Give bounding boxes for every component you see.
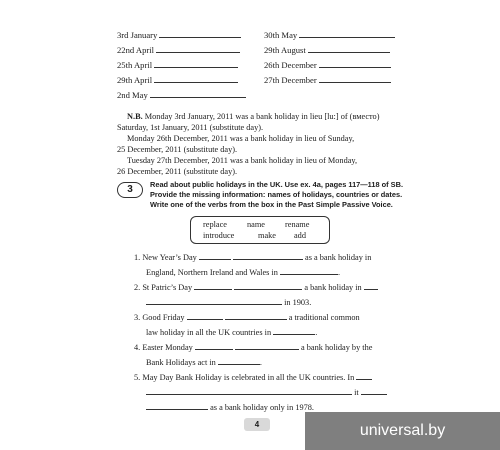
answer-blank[interactable] — [218, 357, 260, 365]
task-text: Good Friday — [142, 313, 185, 322]
task-text: as a bank holiday only in 1978. — [210, 403, 315, 412]
answer-blank[interactable] — [146, 387, 352, 395]
task-text: May Day Bank Holiday is celebrated in all the UK countries. In — [142, 373, 355, 382]
answer-blank[interactable] — [273, 327, 315, 335]
task-number: 5. — [134, 373, 141, 382]
task-3-line-2: law holiday in all the UK countries in . — [146, 328, 318, 337]
answer-blank[interactable] — [356, 372, 372, 380]
answer-blank[interactable] — [146, 297, 282, 305]
date-row-30th-may — [264, 30, 395, 41]
task-number: 3. — [134, 313, 141, 322]
nb-line-3: Monday 26th December, 2011 was a bank holiday in lieu of Sunday, — [127, 134, 355, 143]
task-5-line-1 — [134, 372, 372, 383]
answer-blank[interactable] — [235, 342, 299, 350]
task-text: in 1903. — [284, 298, 312, 307]
instruction-line-3: Write one of the verbs from the box in the Past Simple Passive Voice. — [150, 200, 393, 209]
task-text: a bank holiday by the — [301, 343, 373, 352]
answer-blank[interactable] — [225, 312, 287, 320]
instruction-line-2: Provide the missing information: names of holidays, countries or dates. — [150, 190, 403, 199]
answer-blank[interactable] — [150, 90, 246, 98]
date-row-22nd-april — [117, 45, 240, 56]
answer-blank[interactable] — [156, 45, 240, 53]
date-row-26th-december — [264, 60, 391, 71]
answer-blank[interactable] — [187, 312, 223, 320]
answer-blank[interactable] — [319, 60, 391, 68]
verb-rename: rename — [285, 220, 310, 229]
date-label: 29th August — [264, 45, 306, 55]
date-row-3rd-january — [117, 30, 241, 41]
answer-blank[interactable] — [199, 252, 231, 260]
answer-blank[interactable] — [194, 282, 232, 290]
instruction-line-1: Read about public holidays in the UK. Use ex. 4a, pages 117—118 of SB. — [150, 180, 404, 189]
answer-blank[interactable] — [234, 282, 302, 290]
date-row-2nd-may — [117, 90, 246, 101]
answer-blank[interactable] — [154, 60, 238, 68]
task-text: as a bank holiday in — [305, 253, 372, 262]
answer-blank[interactable] — [364, 282, 378, 290]
answer-blank[interactable] — [280, 267, 338, 275]
date-label: 27th December — [264, 75, 317, 85]
verb-add: add — [294, 231, 306, 240]
task-1-line-2: England, Northern Ireland and Wales in . — [146, 268, 341, 277]
task-5-line-2 — [146, 387, 387, 398]
date-label: 3rd January — [117, 30, 158, 40]
nb-line-1: Monday 3rd January, 2011 was a bank holiday in lieu [lu:] of (вместо) — [144, 112, 380, 121]
task-text: law holiday in all the UK countries in — [146, 328, 272, 337]
date-label: 22nd April — [117, 45, 155, 55]
date-row-29th-april — [117, 75, 238, 86]
answer-blank[interactable] — [233, 252, 303, 260]
verb-make: make — [258, 231, 276, 240]
verb-name: name — [247, 220, 265, 229]
task-text: Bank Holidays act in — [146, 358, 216, 367]
task-1-line-1 — [134, 252, 371, 263]
task-text: St Patric’s Day — [142, 283, 193, 292]
exercise-number-badge: 3 — [117, 182, 143, 198]
answer-blank[interactable] — [361, 387, 387, 395]
verb-introduce: introduce — [203, 231, 235, 240]
task-3-line-1 — [134, 312, 360, 323]
date-label: 26th December — [264, 60, 317, 70]
page-number: 4 — [244, 418, 270, 431]
task-number: 1. — [134, 253, 141, 262]
verb-replace: replace — [203, 220, 227, 229]
answer-blank[interactable] — [146, 402, 208, 410]
date-label: 25th April — [117, 60, 153, 70]
watermark: universal.by — [305, 412, 500, 450]
answer-blank[interactable] — [308, 45, 390, 53]
date-row-27th-december — [264, 75, 391, 86]
exercise-instructions — [150, 180, 408, 210]
task-2-line-2 — [146, 297, 311, 308]
task-number: 2. — [134, 283, 141, 292]
nb-line-6: 26 December, 2011 (substitute day). — [117, 167, 238, 176]
task-number: 4. — [134, 343, 141, 352]
answer-blank[interactable] — [195, 342, 233, 350]
answer-blank[interactable] — [299, 30, 395, 38]
verb-box — [190, 216, 330, 244]
task-text: New Year’s Day — [142, 253, 197, 262]
task-text: it — [354, 388, 359, 397]
answer-blank[interactable] — [154, 75, 238, 83]
task-text: England, Northern Ireland and Wales in — [146, 268, 278, 277]
nb-line-4: 25 December, 2011 (substitute day). — [117, 145, 238, 154]
date-row-25th-april — [117, 60, 238, 71]
nb-note — [117, 111, 403, 177]
task-text: a bank holiday in — [304, 283, 362, 292]
answer-blank[interactable] — [159, 30, 241, 38]
task-text: Easter Monday — [142, 343, 193, 352]
date-label: 2nd May — [117, 90, 148, 100]
answer-blank[interactable] — [319, 75, 391, 83]
task-4-line-2: Bank Holidays act in . — [146, 358, 262, 367]
task-text: a traditional common — [288, 313, 360, 322]
task-5-line-3 — [146, 402, 314, 413]
nb-line-2: Saturday, 1st January, 2011 (substitute day). — [117, 123, 264, 132]
nb-line-5: Tuesday 27th December, 2011 was a bank holiday in lieu of Monday, — [127, 156, 358, 165]
task-4-line-1 — [134, 342, 372, 353]
date-label: 29th April — [117, 75, 153, 85]
date-row-29th-august — [264, 45, 390, 56]
date-label: 30th May — [264, 30, 298, 40]
task-2-line-1 — [134, 282, 378, 293]
nb-label: N.B. — [127, 112, 143, 121]
